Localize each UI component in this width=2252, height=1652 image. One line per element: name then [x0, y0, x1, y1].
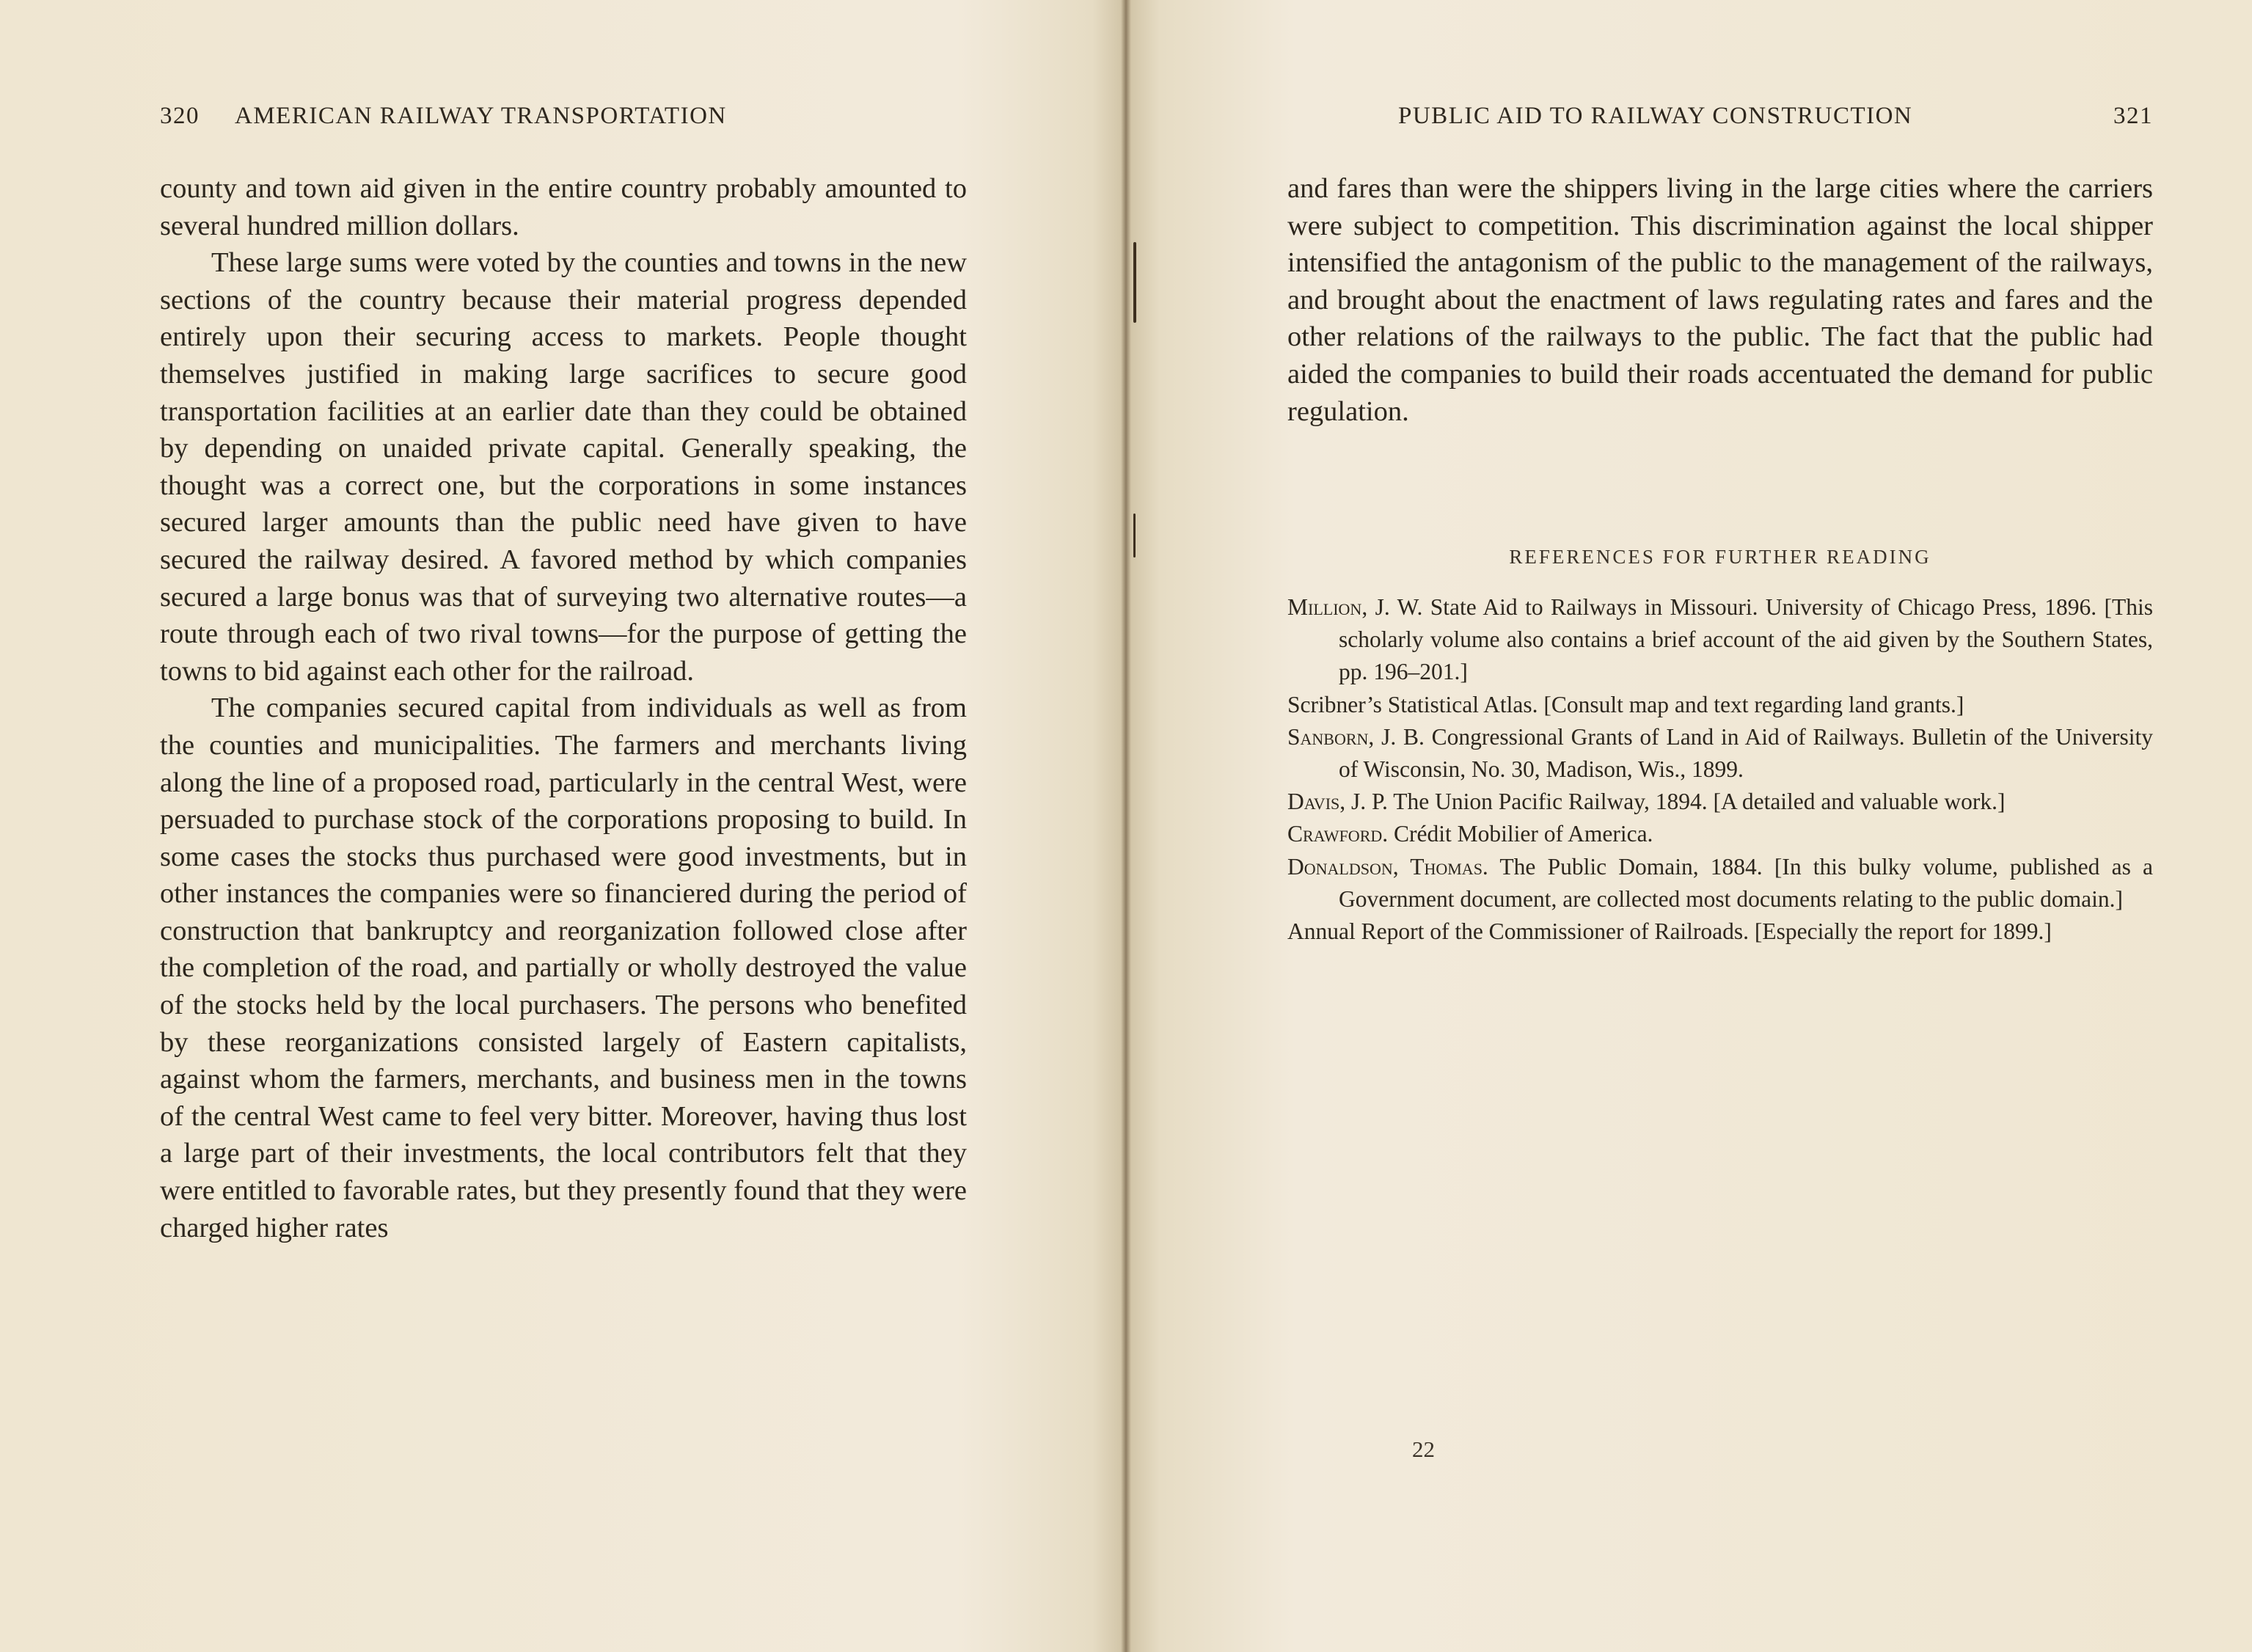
- reference-item: [1287, 786, 2153, 818]
- right-page-number: 321: [2113, 103, 2153, 129]
- paragraph: These large sums were voted by the counties and towns in the new sections of the country because their material progress depended entirely upon their securing access to markets. People thought themselves justified in making large sacrifices to secure good transportation facilities at an earlier date than they could be obtained by depending on unaided private capital. Generally speaking, the thought was a correct one, but the corporations in some instances secured larger amounts than the public need have given to have secured the railway desired. A favored method by which companies secured a large bonus was that of surveying two alternative routes—a route through each of two rival towns—for the purpose of getting the towns to bid against each other for the railroad.: [160, 247, 967, 687]
- paragraph: county and town aid given in the entire country probably amounted to several hundred million dollars.: [160, 173, 967, 241]
- binding-thread-mark: [1133, 242, 1136, 323]
- reference-item: [1287, 591, 2153, 689]
- reference-item: [1287, 915, 2153, 948]
- reference-text: Scribner’s Statistical Atlas. [Consult map and text regarding land grants.]: [1287, 691, 1964, 717]
- right-running-head: [1398, 103, 2153, 139]
- reference-item: [1287, 689, 2153, 721]
- references-heading: REFERENCES FOR FURTHER READING: [1509, 546, 1931, 568]
- right-running-title: PUBLIC AID TO RAILWAY CONSTRUCTION: [1398, 103, 1913, 129]
- reference-item: [1287, 851, 2153, 915]
- reference-text: The Public Domain, 1884. [In this bulky volume, published as a Government document, are collected most documents relating to the public domain.]: [1339, 853, 2153, 912]
- reference-author: Sanborn, J. B.: [1287, 723, 1425, 750]
- reference-text: The Union Pacific Railway, 1894. [A detailed and valuable work.]: [1387, 789, 2006, 815]
- gutter-shadow: [1121, 0, 1131, 1652]
- left-body-text: [160, 170, 967, 1246]
- reference-item: [1287, 818, 2153, 850]
- reference-text: Congressional Grants of Land in Aid of Railways. Bulletin of the University of Wisconsin, No. 30, Madison, Wis., 1899.: [1339, 723, 2153, 783]
- left-page-number: 320: [160, 103, 200, 129]
- right-page: [1126, 0, 2252, 1652]
- reference-author: Davis, J. P.: [1287, 789, 1388, 815]
- reference-text: State Aid to Railways in Missouri. University of Chicago Press, 1896. [This scholarly volume also contains a brief account of the aid given by the Southern States, pp. 196–201.]: [1339, 594, 2154, 685]
- signature-mark: 22: [1412, 1436, 1435, 1462]
- right-body-text: [1287, 170, 2153, 430]
- reference-text: Crédit Mobilier of America.: [1388, 821, 1653, 847]
- paragraph: The companies secured capital from individuals as well as from the counties and municipalities. The farmers and merchants living along the line of a proposed road, particularly in the central West, were persuaded to purchase stock of the corporations proposing to build. In some cases the stocks thus purchased were good investments, but in other instances the companies were so financiered during the period of construction that bankruptcy and reorganization followed close after the completion of the road, and partially or wholly destroyed the value of the stocks held by the local purchasers. The persons who benefited by these reorganizations consisted largely of Eastern capitalists, against whom the farmers, merchants, and business men in the towns of the central West came to feel very bitter. Moreover, having thus lost a large part of their investments, the local contributors felt that they were entitled to favorable rates, but they presently found that they were charged higher rates: [160, 692, 967, 1243]
- references-list: [1287, 591, 2153, 948]
- reference-text: Annual Report of the Commissioner of Railroads. [Especially the report for 1899.]: [1287, 918, 2052, 945]
- binding-thread-mark: [1133, 513, 1136, 558]
- paragraph: and fares than were the shippers living in the large cities where the carriers were subject to competition. This discrimination against the local shipper intensified the antagonism of the public to the management of the railways, and brought about the enactment of laws regulating rates and fares and the other relations of the railways to the public. The fact that the public had aided the companies to build their roads accentuated the demand for public regulation.: [1287, 173, 2153, 427]
- reference-author: Donaldson, Thomas.: [1287, 853, 1488, 880]
- left-running-head: [160, 103, 967, 139]
- reference-author: Million, J. W.: [1287, 594, 1423, 620]
- reference-item: [1287, 721, 2153, 786]
- left-running-title: AMERICAN RAILWAY TRANSPORTATION: [235, 103, 727, 129]
- reference-author: Crawford.: [1287, 821, 1389, 847]
